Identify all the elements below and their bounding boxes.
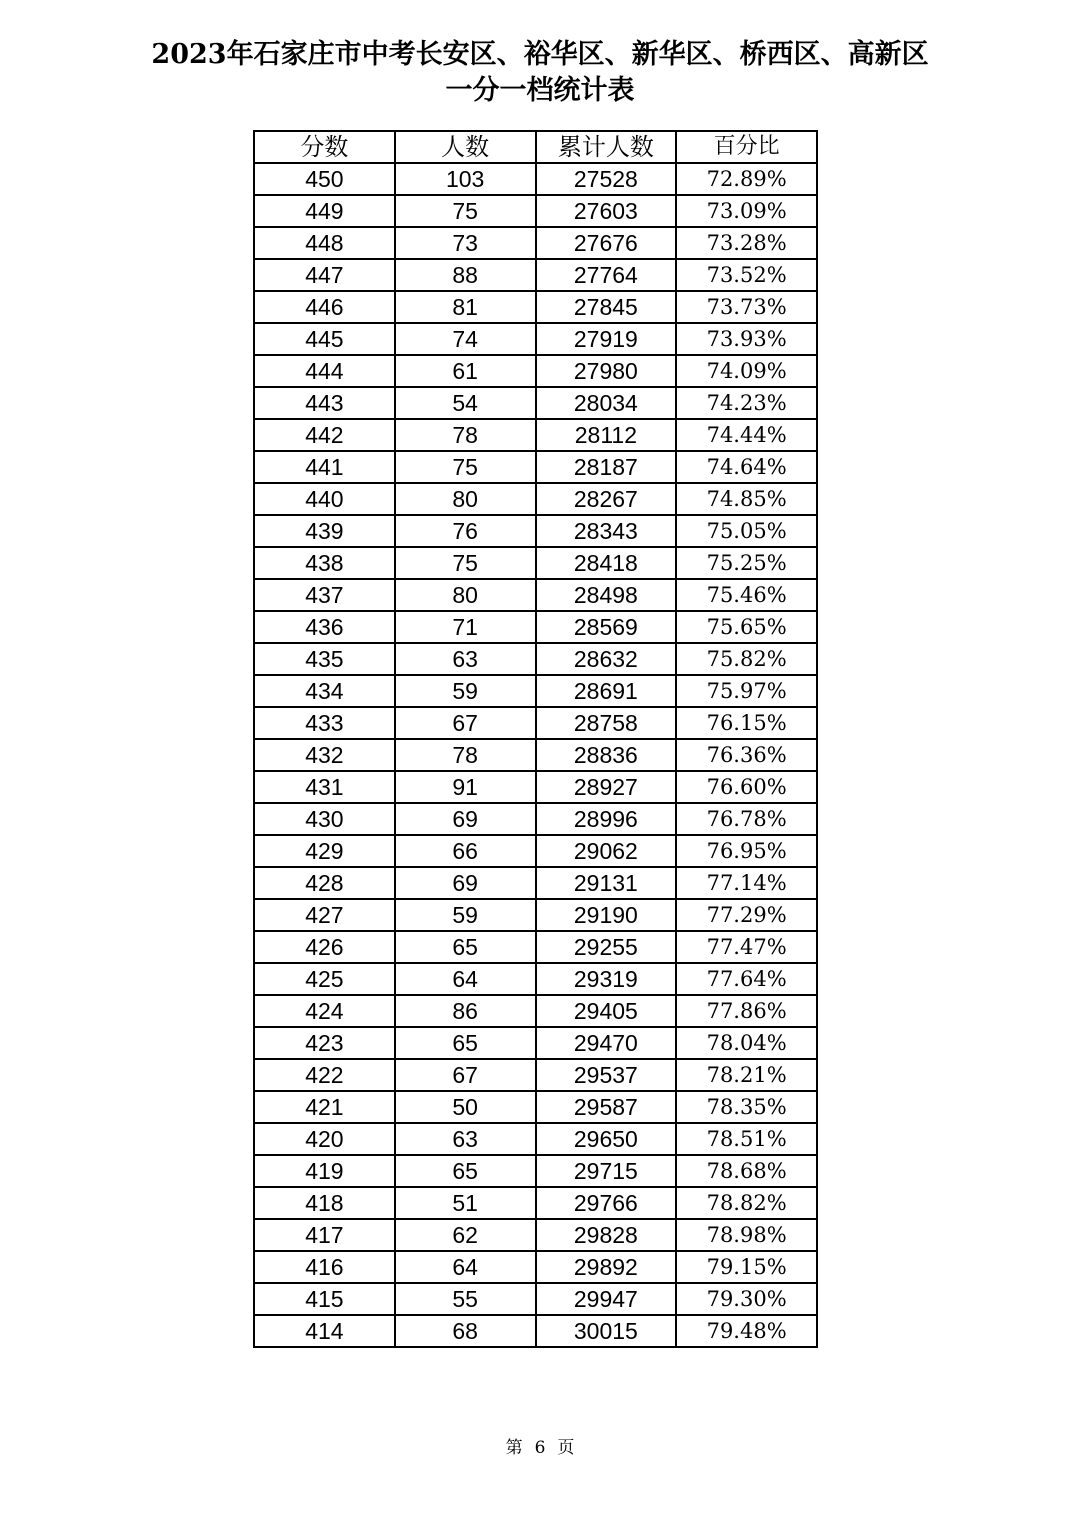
cell-percentage: 78.35% xyxy=(676,1091,817,1123)
cell-score: 442 xyxy=(254,419,395,451)
cell-count: 78 xyxy=(395,739,536,771)
cell-percentage: 72.89% xyxy=(676,163,817,195)
cell-percentage: 79.30% xyxy=(676,1283,817,1315)
cell-score: 432 xyxy=(254,739,395,771)
table-row xyxy=(254,195,817,227)
cell-count: 78 xyxy=(395,419,536,451)
page-footer xyxy=(0,1436,1080,1460)
cell-percentage: 77.64% xyxy=(676,963,817,995)
cell-percentage: 74.23% xyxy=(676,387,817,419)
cell-percentage: 76.36% xyxy=(676,739,817,771)
cell-cumulative: 28569 xyxy=(536,611,677,643)
cell-score: 435 xyxy=(254,643,395,675)
table-row xyxy=(254,931,817,963)
cell-score: 416 xyxy=(254,1251,395,1283)
cell-cumulative: 28112 xyxy=(536,419,677,451)
table-row xyxy=(254,547,817,579)
cell-count: 50 xyxy=(395,1091,536,1123)
document-title: 2023年石家庄市中考长安区、裕华区、新华区、桥西区、高新区 xyxy=(151,39,929,70)
table-row xyxy=(254,1251,817,1283)
table-row xyxy=(254,707,817,739)
cell-score: 414 xyxy=(254,1315,395,1347)
cell-score: 424 xyxy=(254,995,395,1027)
cell-count: 75 xyxy=(395,195,536,227)
header-cumulative: 累计人数 xyxy=(536,131,677,163)
cell-cumulative: 28927 xyxy=(536,771,677,803)
cell-cumulative: 29828 xyxy=(536,1219,677,1251)
cell-score: 422 xyxy=(254,1059,395,1091)
cell-count: 63 xyxy=(395,1123,536,1155)
cell-count: 80 xyxy=(395,579,536,611)
cell-cumulative: 30015 xyxy=(536,1315,677,1347)
cell-cumulative: 29255 xyxy=(536,931,677,963)
cell-count: 69 xyxy=(395,867,536,899)
cell-percentage: 75.05% xyxy=(676,515,817,547)
table-row xyxy=(254,323,817,355)
cell-count: 88 xyxy=(395,259,536,291)
cell-cumulative: 28691 xyxy=(536,675,677,707)
cell-count: 91 xyxy=(395,771,536,803)
table-row xyxy=(254,867,817,899)
cell-percentage: 78.51% xyxy=(676,1123,817,1155)
cell-percentage: 76.95% xyxy=(676,835,817,867)
table-row xyxy=(254,1091,817,1123)
cell-cumulative: 27676 xyxy=(536,227,677,259)
cell-score: 448 xyxy=(254,227,395,259)
cell-count: 61 xyxy=(395,355,536,387)
cell-count: 63 xyxy=(395,643,536,675)
cell-percentage: 76.60% xyxy=(676,771,817,803)
cell-score: 417 xyxy=(254,1219,395,1251)
page-number: 6 xyxy=(534,1438,546,1458)
table-row xyxy=(254,419,817,451)
cell-count: 74 xyxy=(395,323,536,355)
cell-cumulative: 28758 xyxy=(536,707,677,739)
cell-count: 65 xyxy=(395,931,536,963)
cell-cumulative: 28632 xyxy=(536,643,677,675)
cell-percentage: 74.09% xyxy=(676,355,817,387)
page-suffix: 页 xyxy=(557,1438,575,1458)
cell-score: 439 xyxy=(254,515,395,547)
table-row xyxy=(254,259,817,291)
table-row xyxy=(254,1187,817,1219)
table-row xyxy=(254,291,817,323)
table-row xyxy=(254,803,817,835)
table-row xyxy=(254,899,817,931)
cell-score: 415 xyxy=(254,1283,395,1315)
cell-cumulative: 27845 xyxy=(536,291,677,323)
cell-count: 75 xyxy=(395,451,536,483)
cell-count: 75 xyxy=(395,547,536,579)
cell-score: 421 xyxy=(254,1091,395,1123)
table-row xyxy=(254,1123,817,1155)
cell-score: 450 xyxy=(254,163,395,195)
cell-cumulative: 28836 xyxy=(536,739,677,771)
cell-percentage: 74.44% xyxy=(676,419,817,451)
cell-cumulative: 29062 xyxy=(536,835,677,867)
cell-percentage: 73.28% xyxy=(676,227,817,259)
table-row xyxy=(254,611,817,643)
cell-percentage: 78.82% xyxy=(676,1187,817,1219)
cell-percentage: 77.14% xyxy=(676,867,817,899)
cell-cumulative: 29537 xyxy=(536,1059,677,1091)
cell-percentage: 74.85% xyxy=(676,483,817,515)
cell-cumulative: 29650 xyxy=(536,1123,677,1155)
table-row xyxy=(254,1155,817,1187)
table-row xyxy=(254,995,817,1027)
cell-percentage: 78.21% xyxy=(676,1059,817,1091)
cell-count: 59 xyxy=(395,899,536,931)
cell-score: 420 xyxy=(254,1123,395,1155)
cell-cumulative: 29190 xyxy=(536,899,677,931)
cell-score: 446 xyxy=(254,291,395,323)
cell-score: 438 xyxy=(254,547,395,579)
cell-score: 447 xyxy=(254,259,395,291)
cell-count: 67 xyxy=(395,707,536,739)
table-row xyxy=(254,963,817,995)
cell-count: 62 xyxy=(395,1219,536,1251)
score-distribution-table xyxy=(253,130,818,1348)
header-count: 人数 xyxy=(395,131,536,163)
cell-score: 428 xyxy=(254,867,395,899)
cell-score: 441 xyxy=(254,451,395,483)
cell-percentage: 75.46% xyxy=(676,579,817,611)
cell-percentage: 75.82% xyxy=(676,643,817,675)
cell-cumulative: 28187 xyxy=(536,451,677,483)
cell-count: 69 xyxy=(395,803,536,835)
cell-count: 76 xyxy=(395,515,536,547)
cell-count: 54 xyxy=(395,387,536,419)
table-row xyxy=(254,227,817,259)
cell-score: 436 xyxy=(254,611,395,643)
cell-percentage: 79.15% xyxy=(676,1251,817,1283)
table-row xyxy=(254,515,817,547)
cell-cumulative: 28996 xyxy=(536,803,677,835)
cell-percentage: 75.25% xyxy=(676,547,817,579)
table-row xyxy=(254,1315,817,1347)
cell-percentage: 77.47% xyxy=(676,931,817,963)
cell-score: 437 xyxy=(254,579,395,611)
cell-cumulative: 29587 xyxy=(536,1091,677,1123)
table-row xyxy=(254,739,817,771)
cell-score: 430 xyxy=(254,803,395,835)
cell-count: 67 xyxy=(395,1059,536,1091)
cell-percentage: 76.15% xyxy=(676,707,817,739)
cell-cumulative: 28418 xyxy=(536,547,677,579)
table-row xyxy=(254,1219,817,1251)
cell-percentage: 73.73% xyxy=(676,291,817,323)
table-row xyxy=(254,643,817,675)
cell-count: 71 xyxy=(395,611,536,643)
table-header-row xyxy=(254,131,817,163)
cell-percentage: 75.65% xyxy=(676,611,817,643)
page-prefix: 第 xyxy=(505,1438,523,1458)
cell-count: 55 xyxy=(395,1283,536,1315)
cell-cumulative: 27528 xyxy=(536,163,677,195)
cell-percentage: 75.97% xyxy=(676,675,817,707)
cell-score: 426 xyxy=(254,931,395,963)
cell-percentage: 73.09% xyxy=(676,195,817,227)
cell-count: 68 xyxy=(395,1315,536,1347)
table-row xyxy=(254,771,817,803)
table-row xyxy=(254,835,817,867)
table-row xyxy=(254,1027,817,1059)
cell-cumulative: 27919 xyxy=(536,323,677,355)
cell-percentage: 73.93% xyxy=(676,323,817,355)
cell-cumulative: 28267 xyxy=(536,483,677,515)
document-subtitle: 一分一档统计表 xyxy=(445,75,635,106)
cell-cumulative: 28343 xyxy=(536,515,677,547)
header-percentage: 百分比 xyxy=(676,131,817,163)
cell-score: 449 xyxy=(254,195,395,227)
cell-cumulative: 29405 xyxy=(536,995,677,1027)
cell-score: 434 xyxy=(254,675,395,707)
cell-score: 431 xyxy=(254,771,395,803)
cell-percentage: 78.98% xyxy=(676,1219,817,1251)
cell-cumulative: 28498 xyxy=(536,579,677,611)
cell-percentage: 77.86% xyxy=(676,995,817,1027)
cell-percentage: 78.04% xyxy=(676,1027,817,1059)
cell-count: 59 xyxy=(395,675,536,707)
table-row xyxy=(254,1059,817,1091)
table-row xyxy=(254,1283,817,1315)
cell-score: 440 xyxy=(254,483,395,515)
cell-cumulative: 29892 xyxy=(536,1251,677,1283)
header-score: 分数 xyxy=(254,131,395,163)
cell-cumulative: 27980 xyxy=(536,355,677,387)
cell-count: 51 xyxy=(395,1187,536,1219)
cell-score: 418 xyxy=(254,1187,395,1219)
cell-count: 65 xyxy=(395,1027,536,1059)
cell-score: 419 xyxy=(254,1155,395,1187)
cell-percentage: 76.78% xyxy=(676,803,817,835)
cell-score: 445 xyxy=(254,323,395,355)
cell-score: 425 xyxy=(254,963,395,995)
table-body xyxy=(254,163,817,1347)
cell-percentage: 79.48% xyxy=(676,1315,817,1347)
cell-count: 80 xyxy=(395,483,536,515)
cell-cumulative: 29766 xyxy=(536,1187,677,1219)
cell-score: 423 xyxy=(254,1027,395,1059)
cell-cumulative: 28034 xyxy=(536,387,677,419)
cell-score: 427 xyxy=(254,899,395,931)
cell-count: 73 xyxy=(395,227,536,259)
cell-cumulative: 27603 xyxy=(536,195,677,227)
cell-cumulative: 29131 xyxy=(536,867,677,899)
cell-cumulative: 29470 xyxy=(536,1027,677,1059)
cell-percentage: 77.29% xyxy=(676,899,817,931)
cell-cumulative: 29319 xyxy=(536,963,677,995)
table-row xyxy=(254,355,817,387)
cell-count: 64 xyxy=(395,1251,536,1283)
table-row xyxy=(254,483,817,515)
cell-score: 443 xyxy=(254,387,395,419)
table-row xyxy=(254,387,817,419)
cell-count: 103 xyxy=(395,163,536,195)
cell-count: 64 xyxy=(395,963,536,995)
cell-cumulative: 29715 xyxy=(536,1155,677,1187)
table-row xyxy=(254,675,817,707)
cell-percentage: 73.52% xyxy=(676,259,817,291)
cell-percentage: 74.64% xyxy=(676,451,817,483)
table-row xyxy=(254,579,817,611)
cell-score: 433 xyxy=(254,707,395,739)
table-row xyxy=(254,451,817,483)
cell-count: 86 xyxy=(395,995,536,1027)
cell-score: 429 xyxy=(254,835,395,867)
cell-score: 444 xyxy=(254,355,395,387)
cell-count: 65 xyxy=(395,1155,536,1187)
cell-count: 81 xyxy=(395,291,536,323)
table-row xyxy=(254,163,817,195)
cell-cumulative: 29947 xyxy=(536,1283,677,1315)
cell-count: 66 xyxy=(395,835,536,867)
cell-percentage: 78.68% xyxy=(676,1155,817,1187)
cell-cumulative: 27764 xyxy=(536,259,677,291)
